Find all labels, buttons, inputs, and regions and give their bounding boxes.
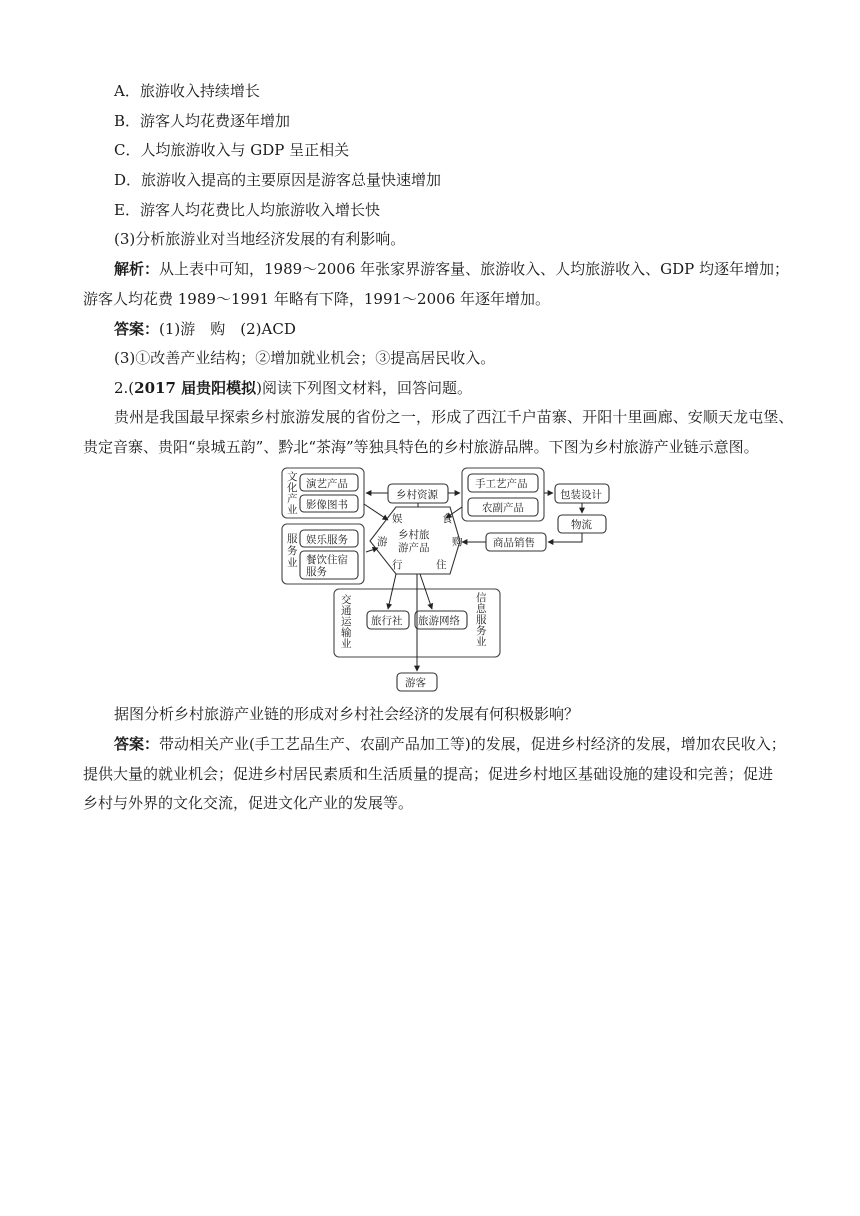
hex-food: 食 <box>442 513 453 525</box>
svg-text:业: 业 <box>287 557 298 569</box>
svg-text:业: 业 <box>287 504 298 516</box>
hex-center-2: 游产品 <box>398 542 430 554</box>
svg-text:交: 交 <box>341 594 352 606</box>
analysis-line-1 <box>114 258 789 280</box>
material-line-1: 贵州是我国最早探索乡村旅游发展的省份之一，形成了西江千户苗寨、开阳十里画廊、安顺天龙屯堡、 <box>114 408 794 426</box>
answer-2-text-1: 带动相关产业(手工艺品生产、农副产品加工等)的发展，促进乡村经济的发展，增加农民收入； <box>159 735 786 753</box>
svg-text:业: 业 <box>476 636 487 648</box>
sales-text: 商品销售 <box>493 537 535 549</box>
diagram-question: 据图分析乡村旅游产业链的形成对乡村社会经济的发展有何积极影响？ <box>114 705 580 723</box>
answer-1-line-2: (3)①改善产业结构；②增加就业机会；③提高居民收入。 <box>114 349 496 367</box>
rural-resources-text: 乡村资源 <box>396 489 438 501</box>
svg-text:服: 服 <box>476 614 487 626</box>
q2-suffix: )阅读下列图文材料，回答问题。 <box>256 379 473 397</box>
hex-travel: 行 <box>392 559 403 571</box>
service-industry-label <box>287 533 298 569</box>
answer-2-label: 答案： <box>114 735 160 753</box>
material-line-2: 贵定音寨、贵阳“泉城五韵”、黔北“茶海”等独具特色的乡村旅游品牌。下图为乡村旅游产业链示意图。 <box>83 438 759 456</box>
option-d: D．旅游收入提高的主要原因是游客总量快速增加 <box>114 171 442 189</box>
svg-text:产: 产 <box>287 493 298 505</box>
tourist-text: 游客 <box>405 677 426 689</box>
analysis-line-2: 游客人均花费 1989～1991 年略有下降，1991～2006 年逐年增加。 <box>83 290 551 308</box>
question-2-heading <box>114 377 472 399</box>
travel-agency-text: 旅行社 <box>371 615 403 627</box>
hex-tour: 游 <box>377 536 388 548</box>
logistics-text: 物流 <box>571 519 592 531</box>
hex-entertain: 娱 <box>392 513 403 525</box>
q2-source: 2017 届贵阳模拟 <box>134 379 257 397</box>
entertainment-service-text: 娱乐服务 <box>306 534 348 546</box>
catering-lodging-text-2: 服务 <box>306 566 327 578</box>
answer-2-line-1 <box>114 733 786 755</box>
svg-text:输: 输 <box>341 627 352 639</box>
svg-text:息: 息 <box>476 603 487 615</box>
culture-industry-label <box>287 471 298 516</box>
transport-industry-label <box>341 593 352 650</box>
farm-products-text: 农副产品 <box>482 502 524 514</box>
hex-shop: 购 <box>452 536 463 548</box>
svg-text:务: 务 <box>476 625 487 637</box>
svg-text:化: 化 <box>287 482 298 494</box>
analysis-label: 解析： <box>114 260 160 278</box>
svg-text:运: 运 <box>341 616 352 628</box>
travel-network-text: 旅游网络 <box>418 615 460 627</box>
rural-tourism-chain-diagram <box>270 462 620 698</box>
svg-text:业: 业 <box>341 638 352 650</box>
analysis-text-1: 从上表中可知，1989～2006 年张家界游客量、旅游收入、人均旅游收入、GDP 均逐年增加； <box>159 260 790 278</box>
svg-text:信: 信 <box>476 592 487 604</box>
video-books-text: 影像图书 <box>306 499 348 511</box>
option-c: C．人均旅游收入与 GDP 呈正相关 <box>114 141 350 159</box>
catering-lodging-text: 餐饮住宿 <box>306 554 348 566</box>
q2-prefix: 2.( <box>114 379 135 397</box>
option-e: E．游客人均花费比人均旅游收入增长快 <box>114 201 380 219</box>
svg-text:文: 文 <box>287 471 298 483</box>
packaging-design-text: 包装设计 <box>560 489 602 501</box>
answer-1-line <box>114 318 296 340</box>
answer-1-text: (1)游 购 (2)ACD <box>159 320 296 338</box>
answer-2-line-2: 提供大量的就业机会；促进乡村居民素质和生活质量的提高；促进乡村地区基础设施的建设和完善；促进 <box>83 765 774 783</box>
svg-text:通: 通 <box>341 605 352 617</box>
option-a: A．旅游收入持续增长 <box>114 82 260 100</box>
answer-2-line-3: 乡村与外界的文化交流，促进文化产业的发展等。 <box>83 794 414 812</box>
svg-text:服: 服 <box>287 533 298 545</box>
answer-1-label: 答案： <box>114 320 160 338</box>
performance-products-text: 演艺产品 <box>306 478 348 490</box>
question-3: (3)分析旅游业对当地经济发展的有利影响。 <box>114 230 406 248</box>
hex-stay: 住 <box>436 559 447 571</box>
handicraft-products-text: 手工艺产品 <box>475 478 528 490</box>
svg-text:务: 务 <box>287 545 298 557</box>
hex-center-1: 乡村旅 <box>398 529 430 541</box>
option-b: B．游客人均花费逐年增加 <box>114 112 291 130</box>
info-service-label <box>476 591 487 648</box>
